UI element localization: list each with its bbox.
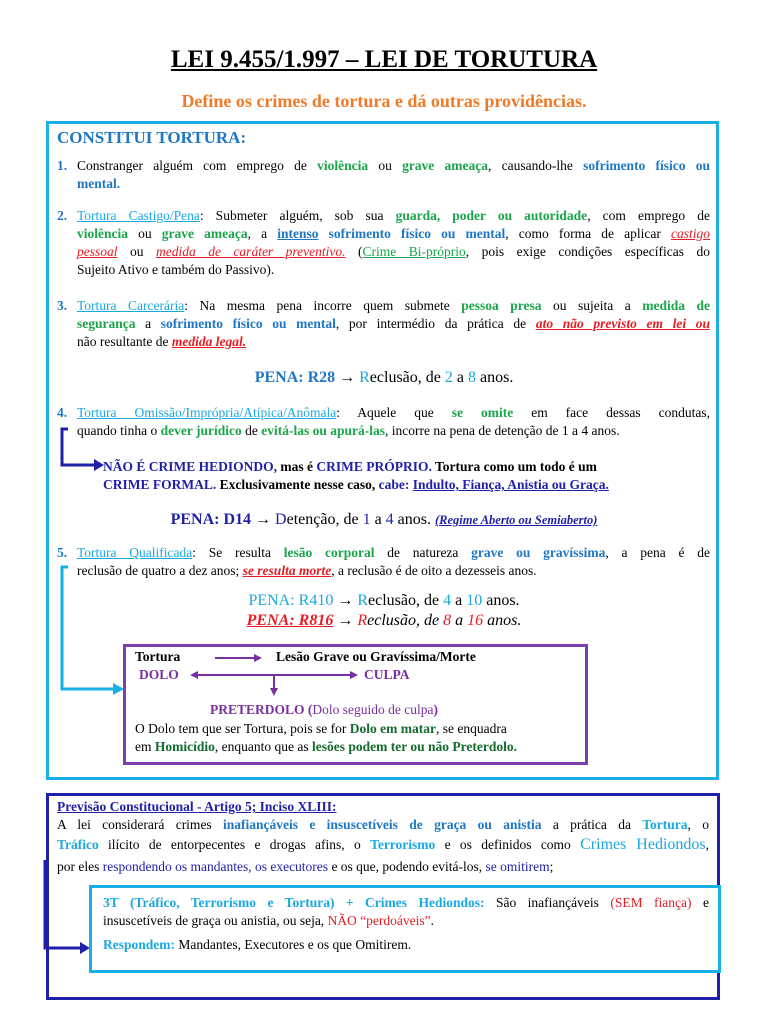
pena-reclusao-4-10: PENA: R410 → Reclusão, de 4 a 10 anos. (248, 592, 520, 609)
section-heading: CONSTITUI TORTURA: (57, 128, 247, 147)
bracket-arrow-icon (58, 425, 108, 475)
item-2: Tortura Castigo/Pena: Submeter alguém, sob sua guarda, poder ou autoridade, com emprego de violência ou grave ameaça, a intenso sofrimento físico ou mental, como forma de aplicar castigo pessoal ou medida de caráter preventivo. (Crime Bi-próprio, pois exige condições específicas do Sujeito Ativo e também do Passivo). (77, 208, 711, 277)
section2-text: A lei considerará crimes inafiançáveis e insuscetíveis de graça ou anistia a prática da Tortura, o Tráfico ilícito de entorpecentes e drogas afins, o Terrorismo e os definidos como Crimes Hediondos, por eles respondendo os mandantes, os executores e os que, podendo evitá-los, se omitirem; (57, 817, 710, 874)
item-5: Tortura Qualificada: Se resulta lesão corporal de natureza grave ou gravíssima, a pena é de reclusão de quatro a dez anos; se resulta morte, a reclusão é de oito a dezesseis anos. (77, 545, 710, 578)
item-3: Tortura Carcerária: Na mesma pena incorre quem submete pessoa presa ou sujeita a medida de segurança a sofrimento físico ou mental, por intermédio da prática de ato não previsto em lei ou não resultante de medida legal. (77, 298, 710, 349)
item-name: Tortura Omissão/Imprópria/Atípica/Anômala (77, 405, 337, 420)
item-name: Tortura Castigo/Pena (77, 208, 200, 223)
preterdolo-text: O Dolo tem que ser Tortura, pois se for Dolo em matar, se enquadra em Homicídio, enquanto que as lesões podem ter ou não Preterdolo. (135, 721, 517, 754)
label-culpa: CULPA (364, 667, 410, 682)
item-name: Tortura Qualificada (77, 545, 193, 560)
section3-text: 3T (Tráfico, Terrorismo e Tortura) + Crimes Hediondos: São inafiançáveis (SEM fiança) e insuscetíveis de graça ou anistia, ou seja, NÃO “perdoáveis”. Respondem: Mandantes, Executores e os que Omitirem. (103, 895, 709, 952)
note-crime-proprio: NÃO É CRIME HEDIONDO, mas é CRIME PRÓPRIO. Tortura como um todo é um CRIME FORMAL. Exclusivamente nesse caso, cabe: Indulto, Fiança, Anistia ou Graça. (103, 459, 609, 492)
pena-reclusao-2-8: PENA: R28 → Reclusão, de 2 a 8 anos. (254, 369, 514, 386)
bracket-arrow-icon (36, 860, 96, 960)
pena-detencao-1-4: PENA: D14 → Detenção, de 1 a 4 anos. (Regime Aberto ou Semiaberto) (170, 511, 598, 528)
diagram-arrows-icon (190, 650, 370, 700)
label-lesao: Lesão Grave ou Gravíssima/Morte (276, 649, 476, 664)
item-name: Tortura Carcerária (77, 298, 185, 313)
section2-heading: Previsão Constitucional - Artigo 5; Inciso XLIII: (57, 799, 337, 814)
item-number: 3. (57, 298, 68, 313)
item-number: 5. (57, 545, 68, 560)
item-4: Tortura Omissão/Imprópria/Atípica/Anômala: Aquele que se omite em face dessas condutas, quando tinha o dever jurídico de evitá-las ou apurá-las, incorre na pena de detenção de 1 a 4 anos. (77, 405, 711, 438)
item-number: 4. (57, 405, 68, 420)
pena-reclusao-8-16: PENA: R816 → Reclusão, de 8 a 16 anos. (246, 612, 522, 629)
label-preterdolo: PRETERDOLO (Dolo seguido de culpa) (210, 702, 438, 717)
bracket-arrow-icon (58, 563, 128, 698)
label-dolo: DOLO (139, 667, 179, 682)
item-number: 2. (57, 208, 68, 223)
page-subtitle: Define os crimes de tortura e dá outras providências. (181, 91, 587, 111)
page-title: LEI 9.455/1.997 – LEI DE TORUTURA (170, 46, 598, 73)
item-1: Constranger alguém com emprego de violência ou grave ameaça, causando-lhe sofrimento físico ou mental. (77, 158, 711, 191)
label-tortura: Tortura (135, 649, 181, 664)
item-number: 1. (57, 158, 68, 173)
